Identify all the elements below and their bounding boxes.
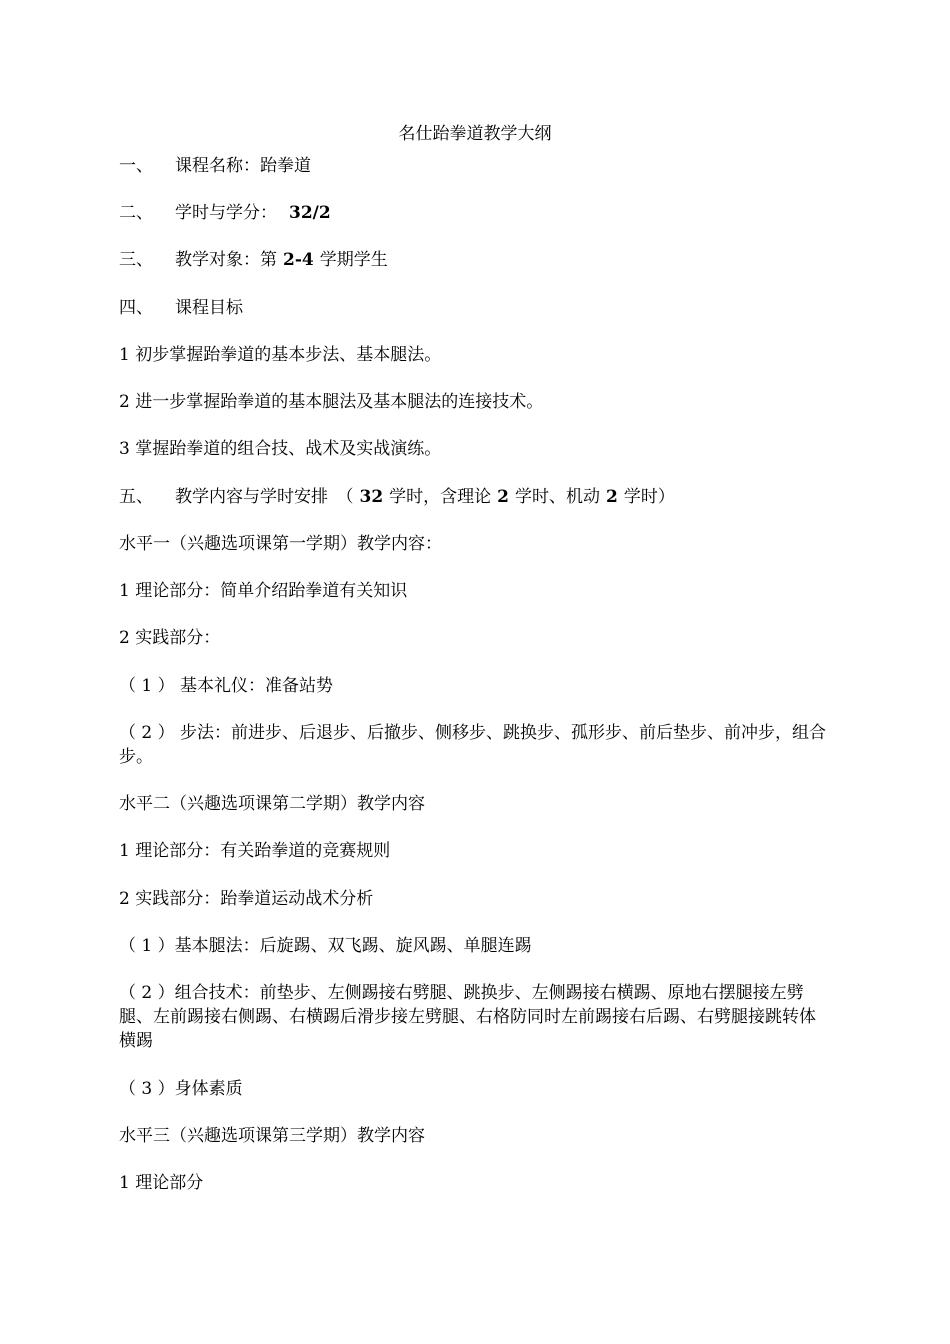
section-course-goals (119, 296, 832, 320)
level-1-practice: 2 实践部分： (119, 628, 221, 648)
section-content-schedule (119, 485, 832, 509)
document-title: 名仕跆拳道教学大纲 (398, 124, 552, 144)
level-2-title: 水平二（兴趣选项课第二学期）教学内容 (119, 794, 425, 814)
section-text: 课程目标 (175, 298, 243, 318)
section-text: 教学内容与学时安排 （ (175, 487, 354, 507)
level-2-practice-item-2: （ 2 ）组合技术：前垫步、左侧踢接右劈腿、跳换步、左侧踢接右横踢、原地右摆腿接左劈腿、左前踢接右侧踢、右横踢后滑步接左劈腿、右格防同时左前踢接右后踢、右劈腿接跳转体横踢 (119, 983, 816, 1051)
section-number: 四、 (119, 298, 153, 318)
section-text-post: 学时） (623, 487, 675, 507)
section-hours-credits (119, 201, 832, 225)
level-2-theory: 1 理论部分：有关跆拳道的竞赛规则 (119, 841, 391, 861)
goal-item-1: 1 初步掌握跆拳道的基本步法、基本腿法。 (119, 345, 442, 365)
section-course-name (119, 154, 832, 178)
level-1-practice-item-1: （ 1 ） 基本礼仪：准备站势 (119, 676, 334, 696)
section-target-students (119, 248, 832, 272)
level-3-theory: 1 理论部分 (119, 1173, 204, 1193)
total-hours: 32 (359, 487, 384, 507)
section-number: 三、 (119, 250, 153, 270)
goal-item-2: 2 进一步掌握跆拳道的基本腿法及基本腿法的连接技术。 (119, 392, 544, 412)
section-text: 学时与学分： (175, 203, 277, 223)
level-2-practice: 2 实践部分：跆拳道运动战术分析 (119, 889, 374, 909)
level-1-theory: 1 理论部分：简单介绍跆拳道有关知识 (119, 581, 408, 601)
section-number: 五、 (119, 487, 153, 507)
flexible-hours: 2 (606, 487, 618, 507)
goal-item-3: 3 掌握跆拳道的组合技、战术及实战演练。 (119, 439, 442, 459)
theory-hours: 2 (497, 487, 510, 507)
section-text-mid1: 学时，含理论 (389, 487, 492, 507)
hours-credits-value: 32/2 (289, 203, 331, 223)
section-text-post: 学期学生 (319, 250, 388, 270)
section-text: 课程名称：跆拳道 (175, 156, 311, 176)
level-2-practice-item-3: （ 3 ）身体素质 (119, 1079, 243, 1099)
section-text-mid2: 学时、机动 (515, 487, 601, 507)
level-1-practice-item-2: （ 2 ） 步法：前进步、后退步、后撤步、侧移步、跳换步、孤形步、前后垫步、前冲步，组合步。 (119, 723, 827, 767)
level-2-practice-item-1: （ 1 ）基本腿法：后旋踢、双飞踢、旋风踢、单腿连踢 (119, 936, 532, 956)
section-number: 二、 (119, 203, 153, 223)
level-3-title: 水平三（兴趣选项课第三学期）教学内容 (119, 1126, 425, 1146)
level-1-title: 水平一（兴趣选项课第一学期）教学内容： (119, 534, 442, 554)
section-number: 一、 (119, 156, 153, 176)
section-text: 教学对象：第 (175, 250, 277, 270)
semester-range: 2-4 (283, 250, 314, 270)
